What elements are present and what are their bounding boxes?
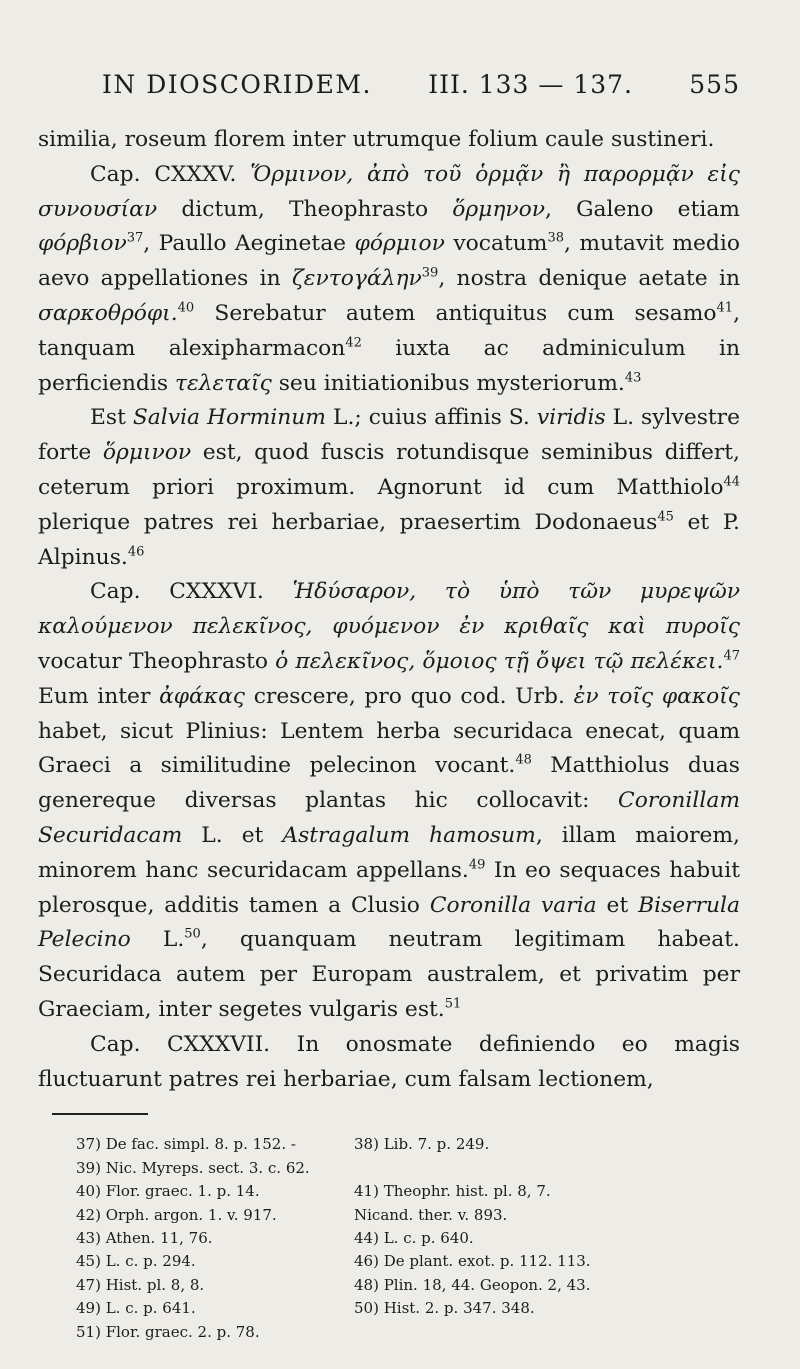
footnote-row — [76, 1157, 740, 1180]
species-name: Coronilla varia — [429, 892, 597, 918]
paragraph-cap-cxxxv: Cap. CXXXV. Ὅρμινον, ἀπὸ τοῦ ὁρμᾷν ἢ παρορμᾷν εἰς συνουσίαν dictum, Theophrasto ὅρμηνον, Galeno etiam φόρβιον$^{37}$, Paullo Aeginetae φόρμιον vocatum$^{38}$, mutavit medio aevo appellationes in ζεντογάλην$^{39}$, nostra denique aetate in σαρκοθρόφι.$^{40}$ Serebatur autem antiquitus cum sesamo$^{41}$, tanquam alexipharmacon$^{42}$ iuxta ac adminiculum in perficiendis τελεταῖς seu initiationibus mysteriorum.$^{43}$ — [38, 161, 741, 396]
footnote: 46) De plant. exot. p. 112. 113. — [354, 1252, 591, 1271]
greek-text: ὁ πελεκῖνος, ὅμοιος τῇ ὄψει τῷ πελέκει. — [275, 648, 724, 674]
footnote: 37) De fac. simpl. 8. p. 152. - — [76, 1135, 296, 1154]
paragraph-continuation: similia, roseum florem inter utrumque folium caule sustineri. — [38, 127, 715, 152]
footnote-ref: 48 — [515, 753, 532, 769]
footnote-ref: 49 — [468, 857, 486, 873]
footnote-row — [76, 1180, 740, 1203]
footnote-ref: 44 — [723, 474, 740, 490]
page-number: 555 — [689, 70, 740, 99]
footnote: 44) L. c. p. 640. — [354, 1228, 474, 1247]
greek-text: ἐν τοῖς φακοῖς — [573, 683, 741, 709]
footnote: 40) Flor. graec. 1. p. 14. — [76, 1182, 260, 1201]
footnote: Nicand. ther. v. 893. — [354, 1205, 508, 1224]
footnote: 48) Plin. 18, 44. Geopon. 2, 43. — [354, 1275, 591, 1294]
footnote-row — [76, 1204, 740, 1227]
footnote-ref: 50 — [184, 927, 201, 943]
footnote-ref: 38 — [547, 231, 564, 247]
species-name: Coronillam Securidacam — [38, 788, 740, 848]
footnote: 41) Theophr. hist. pl. 8, 7. — [354, 1182, 551, 1201]
running-title: IN DIOSCORIDEM. — [102, 70, 372, 99]
footnote: 50) Hist. 2. p. 347. 348. — [354, 1299, 535, 1318]
footnote: 39) Nic. Myreps. sect. 3. c. 62. — [76, 1158, 310, 1177]
species-name: Salvia Horminum — [132, 405, 326, 431]
footnote-row — [76, 1133, 740, 1156]
greek-text: φόρβιον — [38, 231, 127, 257]
running-head — [102, 70, 740, 99]
section-range: III. 133 — 137. — [428, 70, 633, 99]
footnote-ref: 51 — [444, 996, 462, 1012]
footnote-ref: 40 — [177, 300, 195, 316]
footnote: 51) Flor. graec. 2. p. 78. — [76, 1322, 260, 1341]
greek-text: ὅρμηνον — [452, 196, 546, 222]
footnote-ref: 39 — [421, 265, 439, 281]
greek-text: φόρμιον — [354, 231, 445, 257]
species-name: Astragalum hamosum — [282, 822, 536, 848]
chapter-label: Cap. CXXXVII. — [90, 1031, 271, 1057]
paragraph-cap-cxxxvi: Cap. CXXXVI. Ἡδύσαρον, τὸ ὑπὸ τῶν μυρεψῶν καλούμενον πελεκῖνος, φυόμενον ἐν κριθαῖς καὶ πυροῖς vocatur Theophrasto ὁ πελεκῖνος, ὅμοιος τῇ ὄψει τῷ πελέκει.$^{47}$ Eum inter ἀφάκας crescere, pro quo cod. Urb. ἐν τοῖς φακοῖς habet, sicut Plinius: Lentem herba securidaca enecat, quam Graeci a similitudine pelecinon vocant.$^{48}$ Matthiolus duas genereque diversas plantas hic collocavit: Coronillam Securidacam L. et Astragalum hamosum, illam maiorem, minorem hanc securidacam appellans.$^{49}$ In eo sequaces habuit plerosque, additis tamen a Clusio Coronilla varia et Biserrula Pelecino L.$^{50}$, quanquam neutram legitimam habeat. Securidaca autem per Europam australem, et privatim per Graeciam, inter segetes vulgaris est.$^{51}$ — [38, 579, 741, 1022]
greek-text: ζεντογάλην — [291, 266, 422, 292]
footnote: 47) Hist. pl. 8, 8. — [76, 1275, 205, 1294]
footnote-row — [76, 1250, 740, 1273]
main-text — [38, 123, 740, 1097]
footnote: 43) Athen. 11, 76. — [76, 1228, 213, 1247]
greek-text: ἀφάκας — [159, 683, 245, 709]
paragraph-salvia: Est Salvia Horminum L.; cuius affinis S. viridis L. sylvestre forte ὅρμινον est, quod fuscis rotundisque seminibus differt, ceterum priori proximum. Agnorunt id cum Matthiolo$^{44}$ plerique patres rei herbariae, praesertim Dodonaeus$^{45}$ et P. Alpinus.$^{46}$ — [38, 405, 740, 570]
species-name: viridis — [536, 405, 606, 431]
footnote-ref: 45 — [657, 509, 674, 525]
footnote-row — [76, 1321, 740, 1344]
footnote-ref: 43 — [624, 370, 642, 386]
footnote-row — [76, 1227, 740, 1250]
footnote-ref: 41 — [716, 300, 734, 316]
footnotes — [76, 1133, 740, 1344]
greek-text: ὅρμινον — [102, 440, 192, 466]
footnote: 42) Orph. argon. 1. v. 917. — [76, 1205, 277, 1224]
footnote-row — [76, 1297, 740, 1320]
footnote: 49) L. c. p. 641. — [76, 1299, 196, 1318]
footnote-ref: 47 — [723, 648, 740, 664]
chapter-label: Cap. CXXXV. — [90, 161, 237, 187]
greek-text: τελεταῖς — [174, 370, 272, 396]
footnote-row — [76, 1274, 740, 1297]
paragraph-cap-cxxxvii: Cap. CXXXVII. In onosmate definiendo eo magis fluctuarunt patres rei herbariae, cum falsam lectionem, — [38, 1031, 740, 1092]
footnote: 45) L. c. p. 294. — [76, 1252, 196, 1271]
footnote-ref: 37 — [126, 231, 144, 247]
greek-text: Ἡδύσαρον, τὸ ὑπὸ τῶν μυρεψῶν καλούμενον πελεκῖνος, φυόμενον ἐν κριθαῖς καὶ πυροῖς — [38, 579, 740, 640]
footnote-rule — [52, 1113, 148, 1115]
greek-text: σαρκοθρόφι. — [38, 300, 178, 326]
greek-text: Ὅρμινον, ἀπὸ τοῦ ὁρμᾷν ἢ παρορμᾷν εἰς συνουσίαν — [38, 161, 741, 222]
footnote: 38) Lib. 7. p. 249. — [354, 1135, 490, 1154]
chapter-label: Cap. CXXXVI. — [90, 579, 264, 605]
footnote-ref: 46 — [127, 544, 145, 560]
species-name: Biserrula Pelecino — [38, 892, 741, 953]
footnote-ref: 42 — [345, 335, 362, 351]
